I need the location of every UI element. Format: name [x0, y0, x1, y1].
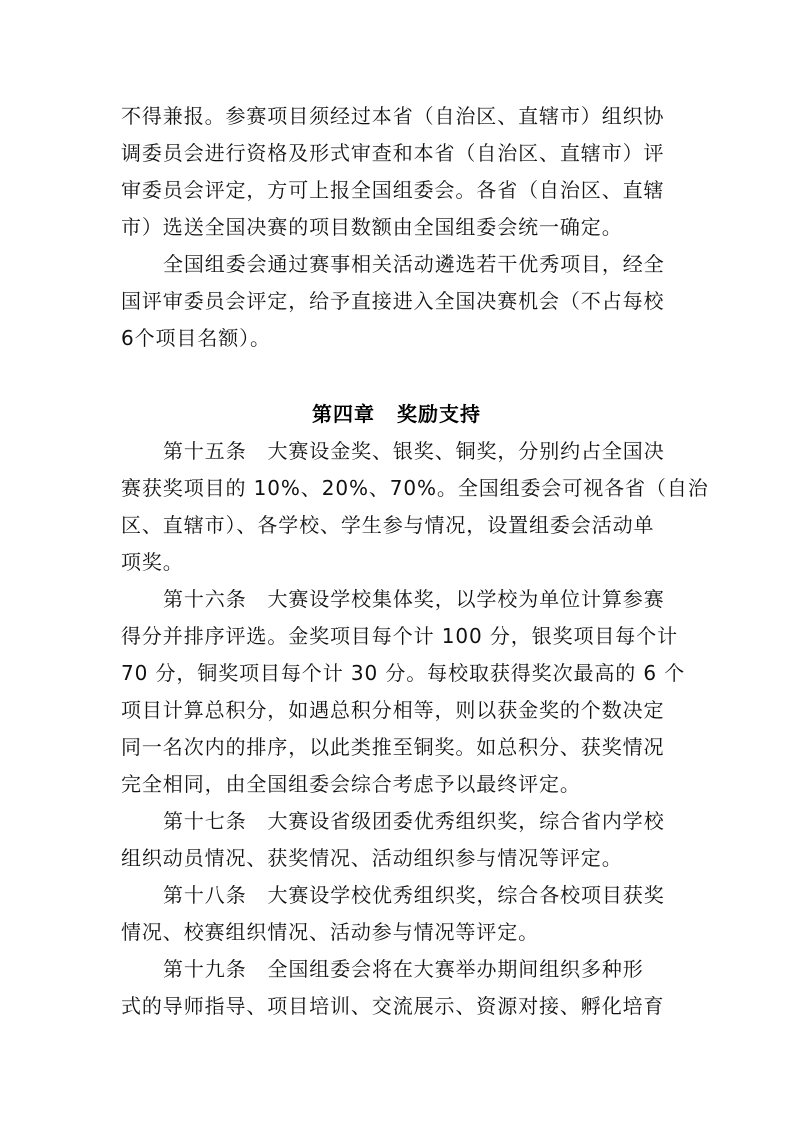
article-15-line: 区、直辖市）、各学校、学生参与情况，设置组委会活动单 — [121, 513, 655, 537]
paragraph-line: 调委员会进行资格及形式审查和本省（自治区、直辖市）评 — [121, 141, 665, 165]
article-16-line: 70 分，铜奖项目每个计 30 分。每校取获得奖次最高的 6 个 — [121, 661, 686, 685]
article-16-line: 第十六条 大赛设学校集体奖，以学校为单位计算参赛 — [163, 587, 665, 611]
article-18-line: 情况、校赛组织情况、活动参与情况等评定。 — [121, 920, 539, 944]
article-18-line: 第十八条 大赛设学校优秀组织奖，综合各校项目获奖 — [163, 883, 665, 907]
paragraph-line: 全国组委会通过赛事相关活动遴选若干优秀项目，经全 — [163, 252, 665, 276]
article-16-line: 得分并排序评选。金奖项目每个计 100 分，银奖项目每个计 — [121, 624, 678, 648]
paragraph-line: 6个项目名额）。 — [121, 326, 271, 350]
chapter-heading — [0, 401, 793, 427]
article-16-line: 完全相同，由全国组委会综合考虑予以最终评定。 — [121, 772, 581, 796]
article-15-line: 第十五条 大赛设金奖、银奖、铜奖，分别约占全国决 — [163, 439, 665, 463]
paragraph-line: 不得兼报。参赛项目须经过本省（自治区、直辖市）组织协 — [121, 104, 665, 128]
chapter-title: 奖励支持 — [397, 402, 481, 426]
article-19-line: 第十九条 全国组委会将在大赛举办期间组织多种形 — [163, 957, 644, 981]
article-16-line: 同一名次内的排序，以此类推至铜奖。如总积分、获奖情况 — [121, 735, 665, 759]
paragraph-line: 国评审委员会评定，给予直接进入全国决赛机会（不占每校 — [121, 289, 665, 313]
paragraph-line: 市）选送全国决赛的项目数额由全国组委会统一确定。 — [121, 215, 623, 239]
article-15-line: 项奖。 — [121, 550, 184, 574]
chapter-number: 第四章 — [312, 402, 375, 426]
article-16-line: 项目计算总积分，如遇总积分相等，则以获金奖的个数决定 — [121, 698, 665, 722]
article-15-line: 赛获奖项目的 10%、20%、70%。全国组委会可视各省（自治 — [121, 476, 709, 500]
article-17-line: 组织动员情况、获奖情况、活动组织参与情况等评定。 — [121, 846, 623, 870]
article-17-line: 第十七条 大赛设省级团委优秀组织奖，综合省内学校 — [163, 809, 665, 833]
article-19-line: 式的导师指导、项目培训、交流展示、资源对接、孵化培育 — [121, 994, 665, 1018]
paragraph-line: 审委员会评定，方可上报全国组委会。各省（自治区、直辖 — [121, 178, 665, 202]
